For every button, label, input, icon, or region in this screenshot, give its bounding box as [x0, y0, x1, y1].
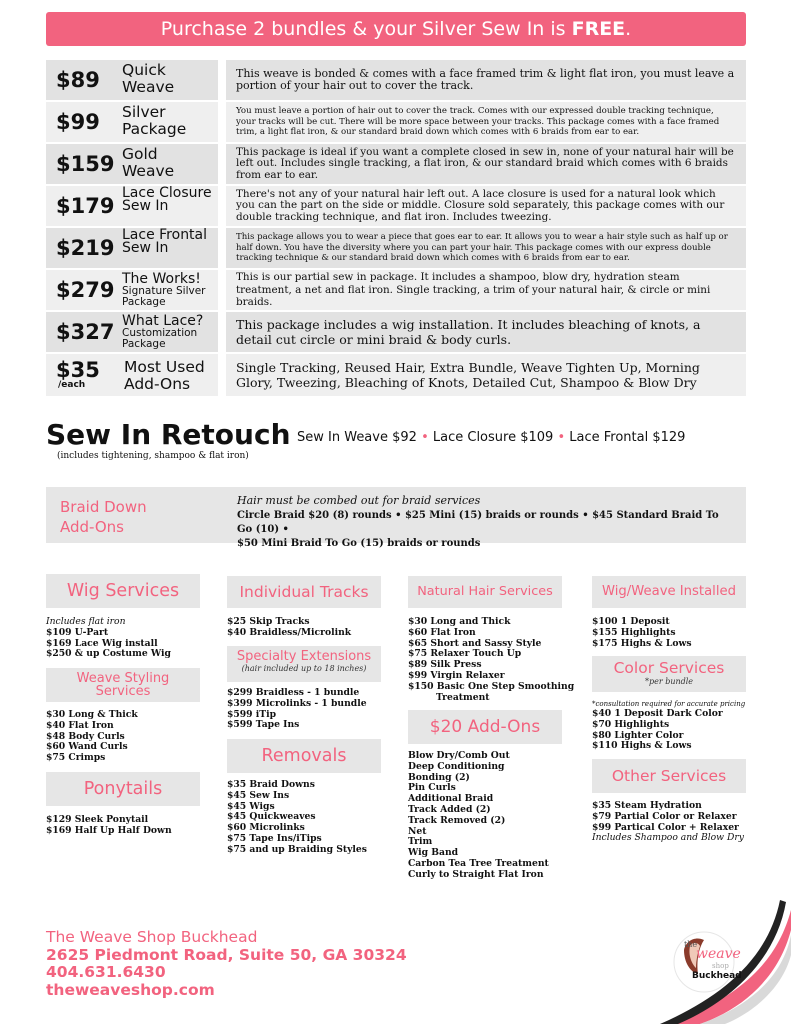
- logo-area: [600, 880, 791, 1024]
- list-item: $35 Braid Downs: [227, 779, 315, 790]
- package-desc-box: [226, 312, 746, 352]
- separator-dot: •: [421, 430, 429, 445]
- list-item: $299 Braidless - 1 bundle: [227, 687, 360, 698]
- package-desc: Single Tracking, Reused Hair, Extra Bundle, Weave Tighten Up, Morning Glory, Tweezing, Bleaching of Knots, Detailed Cut, Shampoo & Blow Dry: [236, 360, 700, 390]
- individual-tracks-list: [227, 617, 351, 639]
- package-desc: This package includes a wig installation. It includes bleaching of knots, a detail cut circle or mini braid & body curls.: [236, 317, 701, 347]
- list-item: Treatment: [436, 691, 490, 703]
- package-name: Quick Weave: [122, 61, 175, 96]
- section-title-wig-weave-installed: Wig/Weave Installed: [592, 576, 746, 608]
- section-note: *per bundle: [644, 677, 694, 686]
- removals-list: [227, 780, 367, 856]
- list-item: $169 Lace Wig install: [46, 637, 158, 649]
- package-desc: This weave is bonded & comes with a face framed trim & light flat iron, you must leave a portion of your hair out to cover the track.: [236, 67, 735, 92]
- color-services-list: [592, 699, 745, 752]
- list-item: $48 Body Curls: [46, 730, 125, 742]
- list-item: $129 Sleek Ponytail: [46, 814, 149, 825]
- list-item: $40 Flat Iron: [46, 719, 114, 731]
- list-item: $60 Microlinks: [227, 822, 305, 834]
- wig-weave-installed-list: [592, 617, 692, 649]
- package-row: [46, 228, 746, 268]
- package-desc-box: [226, 60, 746, 100]
- package-desc: This package allows you to wear a piece that goes ear to ear. It allows you to wear a hair style such as half up or half down. You have the diversity where you can part your hair. This package comes with our express double tracking technique & our standard braid down which comes with 6 braids from ear to ear.: [236, 232, 728, 264]
- list-item: Trim: [408, 836, 433, 848]
- list-item: $45 Quickweaves: [227, 811, 316, 823]
- package-desc-box: [226, 186, 746, 226]
- braid-title: [60, 497, 147, 537]
- package-name: [122, 272, 216, 308]
- package-label-box: [46, 186, 218, 226]
- list-item: $155 Highlights: [592, 626, 676, 638]
- list-item: $79 Partial Color or Relaxer: [592, 810, 737, 822]
- list-item: Wig Band: [408, 847, 459, 859]
- package-price: $99: [56, 110, 100, 134]
- business-phone: 404.631.6430: [46, 963, 166, 981]
- list-item: $599 iTip: [227, 708, 277, 720]
- package-name-main: What Lace?: [122, 313, 204, 329]
- list-item: $30 Long & Thick: [46, 709, 138, 720]
- retouch-price: Sew In Weave $92: [297, 430, 417, 445]
- list-item: $40 Braidless/Microlink: [227, 626, 352, 638]
- list-item: $65 Short and Sassy Style: [408, 637, 542, 649]
- weave-styling-list: [46, 710, 138, 764]
- package-price: $159: [56, 152, 115, 176]
- list-item: $250 & up Costume Wig: [46, 648, 171, 660]
- section-title-add-ons: $20 Add-Ons: [408, 710, 562, 744]
- package-label-box: [46, 102, 218, 142]
- list-item: $75 Crimps: [46, 752, 106, 764]
- list-item: $60 Flat Iron: [408, 626, 476, 638]
- ponytails-list: [46, 815, 172, 837]
- braid-prices: [237, 509, 737, 551]
- package-price: $179: [56, 194, 115, 218]
- list-item: Pin Curls: [408, 782, 456, 794]
- retouch-prices: [297, 430, 685, 445]
- package-name: Gold Weave: [122, 145, 175, 180]
- section-title-line: Color Services: [613, 659, 725, 677]
- package-label-box: [46, 354, 218, 396]
- braid-title-line: Add-Ons: [60, 518, 124, 536]
- package-row: [46, 144, 746, 184]
- package-label-box: [46, 312, 218, 352]
- banner-end: .: [625, 18, 632, 40]
- package-row: [46, 354, 746, 396]
- business-website: theweaveshop.com: [46, 980, 215, 999]
- package-desc: You must leave a portion of hair out to cover the track. Comes with our expressed double tracking technique, your tracks will be cut. There will be more space between your tracks. This package comes with a face framed trim, a light flat iron, & our standard braid down which comes with 6 braids from ear to ear.: [236, 106, 720, 138]
- package-name: Most Used Add-Ons: [124, 358, 205, 393]
- separator-dot: •: [557, 430, 566, 445]
- package-label-box: [46, 228, 218, 268]
- banner-bold: FREE: [571, 18, 626, 40]
- list-item: $45 Wigs: [227, 800, 275, 812]
- package-price: $89: [56, 68, 100, 92]
- package-desc: This is our partial sew in package. It includes a shampoo, blow dry, hydration steam treatment, a net and flat iron. Single tracking, a trim of your natural hair, & circle or mini braids.: [236, 271, 711, 309]
- package-desc: This package is ideal if you want a complete closed in sew in, none of your natural hair will be left out. Includes single tracking, a flat iron, & our standard braid which comes with 6 braids from ear to ear.: [236, 145, 734, 181]
- section-title-natural-hair: Natural Hair Services: [408, 576, 562, 608]
- braid-line: Circle Braid $20 (8) rounds • $25 Mini (15) braids or rounds • $45 Standard Braid To Go (10) •: [237, 510, 719, 535]
- braid-heading: Hair must be combed out for braid services: [237, 494, 481, 507]
- list-note: Includes Shampoo and Blow Dry: [592, 832, 744, 844]
- section-note: (hair included up to 18 inches): [241, 664, 367, 673]
- logo-the: the: [684, 940, 698, 949]
- list-item: $89 Silk Press: [408, 659, 482, 671]
- package-row: [46, 186, 746, 226]
- logo-city: Buckhead: [692, 971, 742, 981]
- package-desc: There's not any of your natural hair left out. A lace closure is used for a natural look which you can the part on the side or middle. Closure sold separately, this package comes with our double tracking technique, and flat iron. Includes tweezing.: [236, 187, 725, 223]
- list-item: $599 Tape Ins: [227, 719, 300, 731]
- package-price: $35: [56, 358, 100, 382]
- list-item: $70 Highlights: [592, 718, 670, 730]
- contact-info: [46, 929, 407, 999]
- package-label-box: [46, 270, 218, 310]
- specialty-extensions-list: [227, 688, 367, 731]
- section-title-removals: Removals: [227, 739, 381, 773]
- list-item: $30 Long and Thick: [408, 616, 511, 627]
- section-title-other-services: Other Services: [592, 759, 746, 793]
- list-item: Blow Dry/Comb Out: [408, 750, 510, 761]
- package-name: Lace Closure Sew In: [122, 185, 212, 214]
- list-item: $25 Skip Tracks: [227, 616, 310, 627]
- package-name: Silver Package: [122, 103, 187, 138]
- list-item: $110 Highs & Lows: [592, 740, 692, 752]
- section-title-specialty-extensions: [227, 646, 381, 682]
- list-item: Track Added (2): [408, 803, 491, 815]
- package-name: [122, 314, 216, 350]
- package-per: /each: [58, 380, 86, 390]
- package-price: $279: [56, 278, 115, 302]
- section-title-wig-services: Wig Services: [46, 574, 200, 608]
- list-item: Net: [408, 825, 427, 837]
- braid-addons-panel: [46, 487, 746, 549]
- section-title-color-services: [592, 656, 746, 692]
- retouch-title: Sew In Retouch: [46, 418, 291, 451]
- package-row: [46, 102, 746, 142]
- package-price: $219: [56, 236, 115, 260]
- retouch-note: (includes tightening, shampoo & flat iron): [57, 451, 249, 461]
- list-item: Deep Conditioning: [408, 760, 505, 772]
- list-item: Track Removed (2): [408, 814, 506, 826]
- list-note: Includes flat iron: [46, 616, 126, 627]
- other-services-list: [592, 801, 744, 844]
- section-title-line: Specialty Extensions: [236, 649, 372, 664]
- list-item: $399 Microlinks - 1 bundle: [227, 697, 367, 709]
- list-item: Carbon Tea Tree Treatment: [408, 857, 549, 869]
- braid-title-line: Braid Down: [60, 498, 147, 516]
- business-name: The Weave Shop Buckhead: [46, 928, 258, 946]
- retouch-price: Lace Frontal $129: [569, 430, 686, 445]
- list-item: $99 Partical Color + Relaxer: [592, 821, 739, 833]
- section-title-ponytails: Ponytails: [46, 772, 200, 806]
- logo-weave: weave: [696, 946, 741, 962]
- list-item: $99 Virgin Relaxer: [408, 669, 505, 681]
- list-item: $175 Highs & Lows: [592, 637, 692, 649]
- package-row: [46, 270, 746, 310]
- package-name-main: The Works!: [122, 271, 201, 287]
- package-name: Lace Frontal Sew In: [122, 227, 208, 256]
- list-item: $100 1 Deposit: [592, 616, 670, 627]
- package-desc-box: [226, 270, 746, 310]
- list-item: $35 Steam Hydration: [592, 800, 702, 811]
- list-item: $150 Basic One Step Smoothing: [408, 680, 575, 692]
- package-subtitle: Signature Silver Package: [122, 285, 206, 308]
- list-item: Additional Braid: [408, 793, 494, 805]
- list-item: $45 Sew Ins: [227, 789, 290, 801]
- package-subtitle: Customization Package: [122, 327, 198, 350]
- list-note: *consultation required for accurate pricing: [592, 700, 746, 708]
- banner-text: Purchase 2 bundles & your Silver Sew In is: [160, 18, 572, 40]
- package-row: [46, 60, 746, 100]
- list-item: $60 Wand Curls: [46, 741, 128, 753]
- package-label-box: [46, 144, 218, 184]
- natural-hair-list: [408, 617, 574, 703]
- package-label-box: [46, 60, 218, 100]
- package-desc-box: [226, 144, 746, 184]
- section-title-individual-tracks: Individual Tracks: [227, 576, 381, 608]
- wig-services-list: [46, 617, 171, 660]
- section-title-weave-styling: [46, 668, 200, 702]
- list-item: $75 Relaxer Touch Up: [408, 648, 522, 660]
- list-item: $169 Half Up Half Down: [46, 824, 172, 836]
- braid-line: $50 Mini Braid To Go (15) braids or rounds: [237, 538, 481, 549]
- package-desc-box: [226, 102, 746, 142]
- retouch-price: Lace Closure $109: [432, 430, 554, 445]
- package-desc-box: [226, 354, 746, 396]
- list-item: Curly to Straight Flat Iron: [408, 868, 544, 880]
- promo-banner: [46, 12, 746, 46]
- add-ons-list: [408, 751, 549, 881]
- list-item: $109 U-Part: [46, 626, 109, 638]
- package-row: [46, 312, 746, 352]
- business-address: 2625 Piedmont Road, Suite 50, GA 30324: [46, 945, 407, 964]
- package-desc-box: [226, 228, 746, 268]
- list-item: $75 Tape Ins/iTips: [227, 832, 322, 844]
- section-title-line: Weave Styling: [76, 671, 170, 686]
- logo-shop: shop: [712, 962, 729, 970]
- list-item: $80 Lighter Color: [592, 729, 684, 741]
- list-item: Bonding (2): [408, 771, 470, 783]
- section-title-line: Services: [95, 684, 151, 699]
- list-item: $75 and up Braiding Styles: [227, 843, 367, 855]
- list-item: $40 1 Deposit Dark Color: [592, 708, 723, 719]
- package-price: $327: [56, 320, 115, 344]
